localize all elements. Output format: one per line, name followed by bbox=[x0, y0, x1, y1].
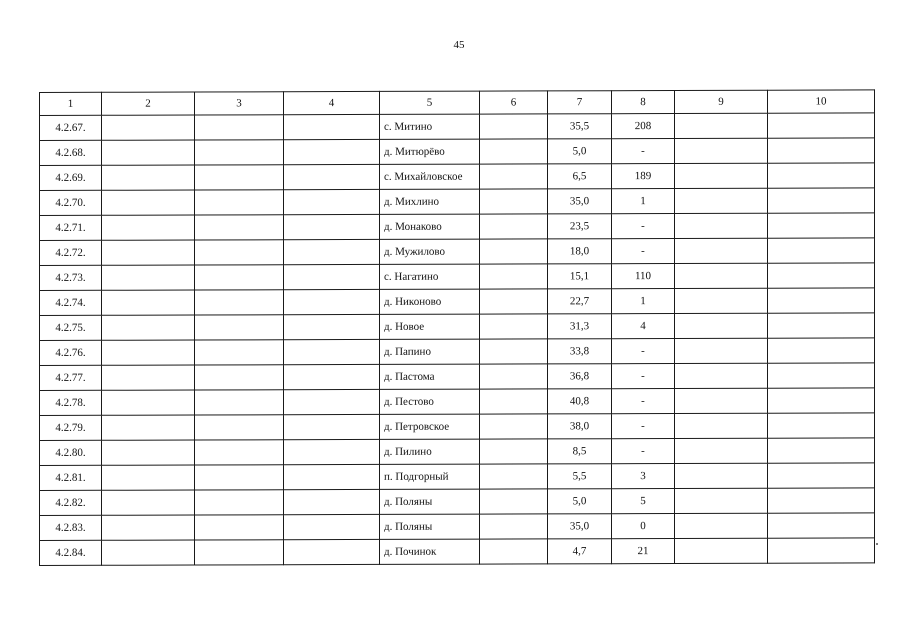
empty-cell bbox=[195, 315, 284, 340]
count-cell: - bbox=[612, 389, 675, 414]
table-row bbox=[40, 488, 875, 516]
distance-cell: 38,0 bbox=[548, 414, 612, 439]
distance-cell: 5,0 bbox=[548, 489, 612, 514]
distance-cell: 4,7 bbox=[548, 539, 612, 564]
table-row bbox=[40, 238, 875, 266]
empty-cell bbox=[675, 213, 768, 238]
empty-cell bbox=[195, 365, 284, 390]
distance-cell: 33,8 bbox=[548, 339, 612, 364]
empty-cell bbox=[102, 390, 195, 415]
empty-cell bbox=[768, 388, 875, 413]
empty-cell bbox=[102, 290, 195, 315]
empty-cell bbox=[102, 315, 195, 340]
empty-cell bbox=[284, 489, 380, 514]
column-header: 1 bbox=[40, 92, 102, 115]
settlement-name-cell: д. Пестово bbox=[380, 389, 480, 414]
empty-cell bbox=[768, 488, 875, 513]
empty-cell bbox=[102, 490, 195, 515]
header-row bbox=[40, 90, 875, 116]
count-cell: - bbox=[612, 339, 675, 364]
empty-cell bbox=[195, 115, 284, 140]
count-cell: 0 bbox=[612, 514, 675, 539]
settlements-table bbox=[39, 89, 875, 566]
empty-cell bbox=[102, 115, 195, 140]
empty-cell bbox=[480, 289, 548, 314]
settlement-name-cell: д. Монаково bbox=[380, 214, 480, 239]
settlement-name-cell: д. Поляны bbox=[380, 489, 480, 514]
empty-cell bbox=[195, 290, 284, 315]
empty-cell bbox=[768, 188, 875, 213]
empty-cell bbox=[284, 264, 380, 289]
empty-cell bbox=[480, 264, 548, 289]
empty-cell bbox=[102, 340, 195, 365]
row-number-cell: 4.2.77. bbox=[40, 365, 102, 390]
empty-cell bbox=[768, 513, 875, 538]
row-number-cell: 4.2.71. bbox=[40, 215, 102, 240]
empty-cell bbox=[195, 440, 284, 465]
table-row bbox=[40, 513, 875, 541]
count-cell: 5 bbox=[612, 489, 675, 514]
empty-cell bbox=[675, 438, 768, 463]
column-header: 6 bbox=[480, 91, 548, 114]
row-number-cell: 4.2.67. bbox=[40, 115, 102, 140]
count-cell: 21 bbox=[612, 539, 675, 564]
distance-cell: 23,5 bbox=[548, 214, 612, 239]
row-number-cell: 4.2.69. bbox=[40, 165, 102, 190]
column-header: 4 bbox=[284, 91, 380, 114]
empty-cell bbox=[768, 363, 875, 388]
empty-cell bbox=[480, 389, 548, 414]
empty-cell bbox=[284, 214, 380, 239]
empty-cell bbox=[675, 138, 768, 163]
empty-cell bbox=[675, 463, 768, 488]
count-cell: 189 bbox=[612, 164, 675, 189]
empty-cell bbox=[195, 240, 284, 265]
distance-cell: 40,8 bbox=[548, 389, 612, 414]
table-row bbox=[40, 213, 875, 241]
empty-cell bbox=[195, 340, 284, 365]
settlement-name-cell: с. Нагатино bbox=[380, 264, 480, 289]
table-row bbox=[40, 363, 875, 391]
count-cell: 4 bbox=[612, 314, 675, 339]
empty-cell bbox=[675, 163, 768, 188]
empty-cell bbox=[675, 113, 768, 138]
empty-cell bbox=[102, 540, 195, 565]
settlement-name-cell: д. Поляны bbox=[380, 514, 480, 539]
empty-cell bbox=[768, 263, 875, 288]
table-row bbox=[40, 388, 875, 416]
empty-cell bbox=[195, 165, 284, 190]
row-number-cell: 4.2.81. bbox=[40, 465, 102, 490]
empty-cell bbox=[675, 388, 768, 413]
empty-cell bbox=[480, 414, 548, 439]
count-cell: 110 bbox=[612, 264, 675, 289]
row-number-cell: 4.2.78. bbox=[40, 390, 102, 415]
empty-cell bbox=[768, 163, 875, 188]
empty-cell bbox=[102, 215, 195, 240]
distance-cell: 35,0 bbox=[548, 189, 612, 214]
count-cell: - bbox=[612, 439, 675, 464]
table-row bbox=[40, 188, 875, 216]
table-row bbox=[40, 463, 875, 491]
empty-cell bbox=[195, 265, 284, 290]
empty-cell bbox=[768, 238, 875, 263]
count-cell: - bbox=[612, 239, 675, 264]
empty-cell bbox=[768, 538, 875, 563]
table-row bbox=[40, 413, 875, 441]
distance-cell: 6,5 bbox=[548, 164, 612, 189]
count-cell: 3 bbox=[612, 464, 675, 489]
table-body bbox=[40, 113, 875, 566]
empty-cell bbox=[284, 364, 380, 389]
empty-cell bbox=[284, 464, 380, 489]
page-number: 45 bbox=[453, 39, 465, 51]
empty-cell bbox=[102, 240, 195, 265]
count-cell: - bbox=[612, 364, 675, 389]
empty-cell bbox=[284, 239, 380, 264]
distance-cell: 35,0 bbox=[548, 514, 612, 539]
stray-mark bbox=[876, 543, 878, 545]
empty-cell bbox=[102, 190, 195, 215]
empty-cell bbox=[768, 213, 875, 238]
count-cell: - bbox=[612, 414, 675, 439]
empty-cell bbox=[102, 265, 195, 290]
empty-cell bbox=[284, 339, 380, 364]
empty-cell bbox=[480, 464, 548, 489]
empty-cell bbox=[768, 288, 875, 313]
row-number-cell: 4.2.79. bbox=[40, 415, 102, 440]
empty-cell bbox=[480, 439, 548, 464]
count-cell: - bbox=[612, 139, 675, 164]
column-header: 8 bbox=[612, 91, 675, 114]
empty-cell bbox=[480, 489, 548, 514]
empty-cell bbox=[102, 415, 195, 440]
empty-cell bbox=[675, 238, 768, 263]
empty-cell bbox=[480, 114, 548, 139]
empty-cell bbox=[675, 488, 768, 513]
empty-cell bbox=[675, 413, 768, 438]
empty-cell bbox=[768, 338, 875, 363]
empty-cell bbox=[195, 415, 284, 440]
count-cell: 208 bbox=[612, 114, 675, 139]
row-number-cell: 4.2.72. bbox=[40, 240, 102, 265]
empty-cell bbox=[284, 114, 380, 139]
settlement-name-cell: д. Митюрёво bbox=[380, 139, 480, 164]
empty-cell bbox=[284, 164, 380, 189]
settlement-name-cell: д. Петровское bbox=[380, 414, 480, 439]
empty-cell bbox=[768, 463, 875, 488]
empty-cell bbox=[284, 539, 380, 564]
table-row bbox=[40, 288, 875, 316]
empty-cell bbox=[480, 139, 548, 164]
empty-cell bbox=[480, 339, 548, 364]
empty-cell bbox=[102, 515, 195, 540]
settlement-name-cell: д. Мужилово bbox=[380, 239, 480, 264]
settlement-name-cell: д. Никоново bbox=[380, 289, 480, 314]
column-header: 2 bbox=[102, 92, 195, 115]
row-number-cell: 4.2.74. bbox=[40, 290, 102, 315]
column-header: 7 bbox=[548, 91, 612, 114]
empty-cell bbox=[195, 490, 284, 515]
settlement-name-cell: п. Подгорный bbox=[380, 464, 480, 489]
distance-cell: 31,3 bbox=[548, 314, 612, 339]
empty-cell bbox=[284, 139, 380, 164]
settlement-name-cell: д. Починок bbox=[380, 539, 480, 564]
row-number-cell: 4.2.76. bbox=[40, 340, 102, 365]
empty-cell bbox=[480, 164, 548, 189]
empty-cell bbox=[284, 189, 380, 214]
column-header: 9 bbox=[675, 90, 768, 113]
empty-cell bbox=[284, 314, 380, 339]
empty-cell bbox=[480, 514, 548, 539]
empty-cell bbox=[284, 289, 380, 314]
row-number-cell: 4.2.73. bbox=[40, 265, 102, 290]
row-number-cell: 4.2.83. bbox=[40, 515, 102, 540]
empty-cell bbox=[195, 515, 284, 540]
settlement-name-cell: д. Пилино bbox=[380, 439, 480, 464]
empty-cell bbox=[102, 140, 195, 165]
empty-cell bbox=[675, 513, 768, 538]
row-number-cell: 4.2.82. bbox=[40, 490, 102, 515]
table-row bbox=[40, 438, 875, 466]
empty-cell bbox=[480, 214, 548, 239]
empty-cell bbox=[675, 263, 768, 288]
empty-cell bbox=[284, 389, 380, 414]
empty-cell bbox=[768, 413, 875, 438]
count-cell: - bbox=[612, 214, 675, 239]
table-row bbox=[40, 113, 875, 141]
empty-cell bbox=[675, 338, 768, 363]
settlement-name-cell: д. Новое bbox=[380, 314, 480, 339]
empty-cell bbox=[675, 288, 768, 313]
empty-cell bbox=[102, 440, 195, 465]
settlement-name-cell: д. Михлино bbox=[380, 189, 480, 214]
distance-cell: 15,1 bbox=[548, 264, 612, 289]
table-row bbox=[40, 538, 875, 566]
column-header: 10 bbox=[768, 90, 875, 113]
count-cell: 1 bbox=[612, 189, 675, 214]
settlement-name-cell: с. Митино bbox=[380, 114, 480, 139]
empty-cell bbox=[675, 188, 768, 213]
empty-cell bbox=[675, 538, 768, 563]
settlement-name-cell: д. Папино bbox=[380, 339, 480, 364]
row-number-cell: 4.2.75. bbox=[40, 315, 102, 340]
distance-cell: 35,5 bbox=[548, 114, 612, 139]
empty-cell bbox=[284, 439, 380, 464]
empty-cell bbox=[768, 138, 875, 163]
empty-cell bbox=[284, 514, 380, 539]
empty-cell bbox=[768, 113, 875, 138]
row-number-cell: 4.2.80. bbox=[40, 440, 102, 465]
empty-cell bbox=[102, 365, 195, 390]
empty-cell bbox=[284, 414, 380, 439]
empty-cell bbox=[102, 165, 195, 190]
empty-cell bbox=[768, 438, 875, 463]
count-cell: 1 bbox=[612, 289, 675, 314]
empty-cell bbox=[480, 314, 548, 339]
empty-cell bbox=[675, 363, 768, 388]
distance-cell: 22,7 bbox=[548, 289, 612, 314]
empty-cell bbox=[195, 465, 284, 490]
empty-cell bbox=[480, 239, 548, 264]
column-header: 3 bbox=[195, 92, 284, 115]
row-number-cell: 4.2.70. bbox=[40, 190, 102, 215]
empty-cell bbox=[195, 140, 284, 165]
table-row bbox=[40, 338, 875, 366]
empty-cell bbox=[195, 215, 284, 240]
settlement-name-cell: д. Пастома bbox=[380, 364, 480, 389]
distance-cell: 36,8 bbox=[548, 364, 612, 389]
table-row bbox=[40, 263, 875, 291]
distance-cell: 5,5 bbox=[548, 464, 612, 489]
table-row bbox=[40, 313, 875, 341]
empty-cell bbox=[768, 313, 875, 338]
empty-cell bbox=[195, 390, 284, 415]
settlement-name-cell: с. Михайловское bbox=[380, 164, 480, 189]
table-row bbox=[40, 163, 875, 191]
empty-cell bbox=[480, 539, 548, 564]
empty-cell bbox=[102, 465, 195, 490]
table-row bbox=[40, 138, 875, 166]
empty-cell bbox=[675, 313, 768, 338]
distance-cell: 8,5 bbox=[548, 439, 612, 464]
row-number-cell: 4.2.68. bbox=[40, 140, 102, 165]
column-header: 5 bbox=[380, 91, 480, 114]
empty-cell bbox=[480, 364, 548, 389]
distance-cell: 18,0 bbox=[548, 239, 612, 264]
empty-cell bbox=[195, 540, 284, 565]
distance-cell: 5,0 bbox=[548, 139, 612, 164]
empty-cell bbox=[195, 190, 284, 215]
row-number-cell: 4.2.84. bbox=[40, 540, 102, 565]
empty-cell bbox=[480, 189, 548, 214]
